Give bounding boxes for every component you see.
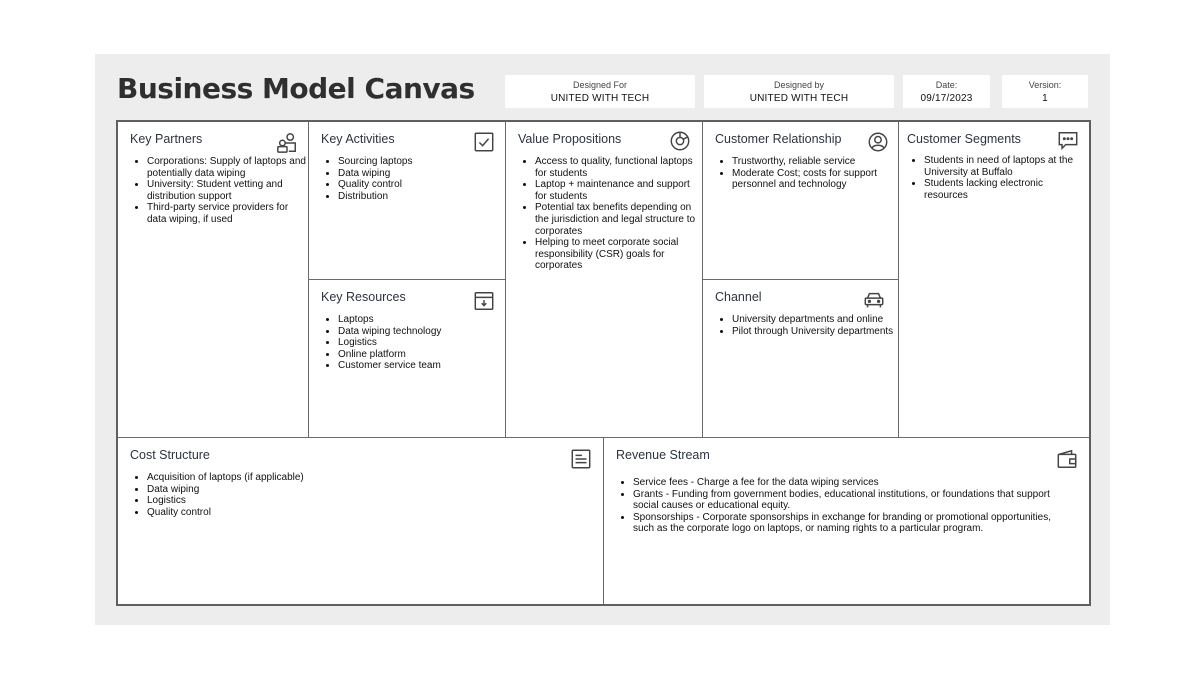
list-item: • Data wiping — [147, 484, 304, 496]
list-item: • University: Student vetting and distribution support — [147, 179, 308, 202]
customer-segments-list — [907, 155, 1089, 201]
designed-for-label: Designed For — [572, 80, 628, 90]
list-item: • Corporations: Supply of laptops and potentially data wiping — [147, 156, 308, 179]
list-item: • Data wiping — [338, 168, 413, 180]
version-box — [1002, 75, 1088, 108]
value-propositions-title: Value Propositions — [518, 132, 622, 146]
value-propositions-section — [506, 122, 703, 437]
list-item: • Helping to meet corporate social responsibility (CSR) goals for corporates — [535, 237, 702, 272]
list-item: • Laptop + maintenance and support for students — [535, 179, 702, 202]
chat-icon — [1057, 130, 1079, 152]
version-value: 1 — [1042, 93, 1048, 104]
cost-structure-section — [118, 437, 604, 604]
cost-structure-list — [130, 472, 304, 518]
list-item: • Third-party service providers for data wiping, if used — [147, 202, 308, 225]
box-icon — [473, 290, 495, 312]
checkbox-icon — [473, 131, 495, 153]
revenue-stream-title: Revenue Stream — [616, 448, 710, 462]
list-item: • Students in need of laptops at the University at Buffalo — [924, 155, 1089, 178]
list-item: • Logistics — [147, 495, 304, 507]
customer-segments-section — [899, 122, 1089, 437]
pie-chart-icon — [669, 130, 691, 152]
cost-structure-title: Cost Structure — [130, 448, 210, 462]
value-propositions-list — [518, 156, 702, 272]
wallet-icon — [1056, 448, 1078, 470]
list-item: • Pilot through University departments — [732, 326, 893, 338]
customer-relationship-section — [703, 122, 899, 280]
document-icon — [570, 448, 592, 470]
list-item: • Data wiping technology — [338, 326, 441, 338]
list-item: • Quality control — [338, 179, 413, 191]
list-item: • Sourcing laptops — [338, 156, 413, 168]
designed-by-label: Designed by — [773, 80, 825, 90]
date-value: 09/17/2023 — [920, 93, 973, 104]
list-item: • Trustworthy, reliable service — [732, 156, 898, 168]
list-item: • Online platform — [338, 349, 441, 361]
key-resources-section — [309, 280, 506, 437]
page-title: Business Model Canvas — [117, 72, 475, 105]
date-label: Date: — [935, 80, 958, 90]
customer-relationship-title: Customer Relationship — [715, 132, 842, 146]
list-item: • Students lacking electronic resources — [924, 178, 1089, 201]
channel-title: Channel — [715, 290, 762, 304]
version-label: Version: — [1028, 80, 1062, 90]
list-item: • Acquisition of laptops (if applicable) — [147, 472, 304, 484]
key-partners-list — [130, 156, 308, 226]
list-item: • Distribution — [338, 191, 413, 203]
list-item: • University departments and online — [732, 314, 893, 326]
list-item: • Access to quality, functional laptops for students — [535, 156, 702, 179]
key-activities-section — [309, 122, 506, 280]
list-item: • Potential tax benefits depending on the jurisdiction and legal structure to corporates — [535, 202, 702, 237]
revenue-stream-section — [604, 437, 1089, 604]
list-item: • Service fees - Charge a fee for the data wiping services — [633, 477, 1063, 489]
key-resources-title: Key Resources — [321, 290, 406, 304]
key-activities-title: Key Activities — [321, 132, 395, 146]
list-item: • Moderate Cost; costs for support personnel and technology — [732, 168, 898, 191]
designed-for-value: UNITED WITH TECH — [550, 93, 650, 104]
key-activities-list — [321, 156, 413, 202]
designed-by-value: UNITED WITH TECH — [749, 93, 849, 104]
date-box — [903, 75, 990, 108]
user-circle-icon — [867, 131, 889, 153]
channel-list — [715, 314, 893, 337]
list-item: • Sponsorships - Corporate sponsorships in exchange for branding or promotional opportunities, such as the corporate logo on laptops, or naming rights to a particular program. — [633, 512, 1063, 535]
list-item: • Customer service team — [338, 360, 441, 372]
customer-segments-title: Customer Segments — [907, 132, 1021, 146]
designed-by-box — [704, 75, 894, 108]
revenue-stream-list — [616, 477, 1063, 535]
customer-relationship-list — [715, 156, 898, 191]
list-item: • Quality control — [147, 507, 304, 519]
key-resources-list — [321, 314, 441, 372]
car-icon — [863, 289, 885, 311]
canvas-grid — [116, 120, 1091, 606]
people-icon — [276, 132, 298, 154]
key-partners-title: Key Partners — [130, 132, 203, 146]
designed-for-box — [505, 75, 695, 108]
list-item: • Grants - Funding from government bodies, educational institutions, or foundations that support social causes or educational equity. — [633, 489, 1063, 512]
key-partners-section — [118, 122, 309, 437]
list-item: • Laptops — [338, 314, 441, 326]
channel-section — [703, 280, 899, 437]
list-item: • Logistics — [338, 337, 441, 349]
